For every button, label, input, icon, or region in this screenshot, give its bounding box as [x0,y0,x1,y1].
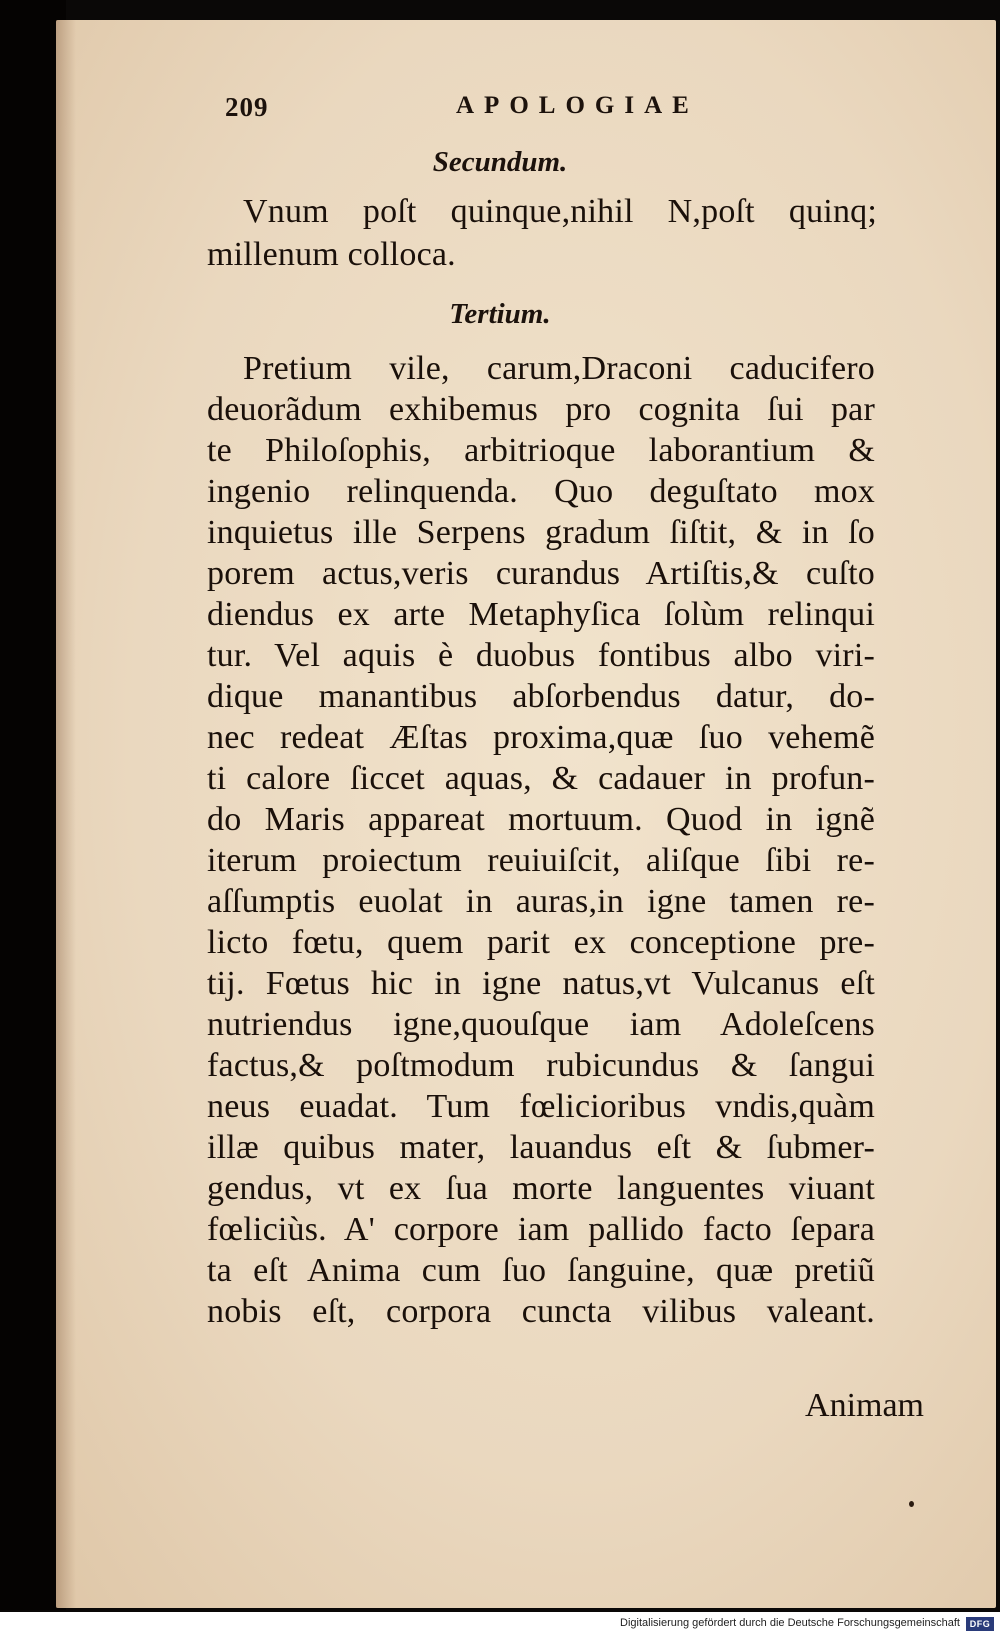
text-line: ti calore ſiccet aquas, & cadauer in profun- [207,760,875,797]
dfg-logo: DFG [966,1617,994,1631]
text-line: dique manantibus abſorbendus datur, do- [207,678,875,715]
text-line: tur. Vel aquis è duobus fontibus albo viri- [207,637,875,674]
catchword: Animam [805,1387,924,1424]
text-line: ingenio relinquenda. Quo deguſtato mox [207,473,875,510]
text-line: nobis eſt, corpora cuncta vilibus valeant. [207,1293,875,1330]
page-number: 209 [225,92,269,122]
footer-credit: Digitalisierung gefördert durch die Deutsche Forschungsgemeinschaft [620,1617,960,1629]
section-heading-tertium: Tertium. [449,298,551,330]
text-line: deuorãdum exhibemus pro cognita ſui par [207,391,875,428]
text-line: millenum colloca. [207,236,456,273]
text-line: nutriendus igne,quouſque iam Adoleſcens [207,1006,875,1043]
text-line: factus,& poſtmodum rubicundus & ſangui [207,1047,875,1084]
text-line: fœliciùs. A' corpore iam pallido facto ſepara [207,1211,875,1248]
page-header [0,86,1000,126]
text-line: Vnum poſt quinque,nihil N,poſt quinq; [243,193,877,230]
text-line: porem actus,veris curandus Artiſtis,& cuſto [207,555,875,592]
text-line: aſſumptis euolat in auras,in igne tamen re- [207,883,875,920]
text-line: iterum proiectum reuiuiſcit, aliſque ſibi re- [207,842,875,879]
text-line: Pretium vile, carum,Draconi caducifero [243,350,875,387]
text-line: neus euadat. Tum fœlicioribus vndis,quàm [207,1088,875,1125]
ink-speck [909,1501,914,1507]
section-heading-secundum: Secundum. [432,146,568,178]
text-line: te Philoſophis, arbitrioque laborantium & [207,432,875,469]
text-line: tij. Fœtus hic in igne natus,vt Vulcanus eſt [207,965,875,1002]
text-line: diendus ex arte Metaphyſica ſolùm relinqui [207,596,875,633]
text-line: nec redeat Æſtas proxima,quæ ſuo vehemẽ [207,719,875,756]
text-line: inquietus ille Serpens gradum ſiſtit, & in ſo [207,514,875,551]
text-line: licto fœtu, quem parit ex conceptione pre- [207,924,875,961]
text-line: do Maris appareat mortuum. Quod in ignẽ [207,801,875,838]
text-line: ta eſt Anima cum ſuo ſanguine, quæ pretiũ [207,1252,875,1289]
running-head: APOLOGIAE [456,92,699,119]
text-line: illæ quibus mater, lauandus eſt & ſubmer- [207,1129,875,1166]
digitization-footer [0,1612,1000,1637]
page-gutter-shadow [56,20,76,1608]
text-line: gendus, vt ex ſua morte languentes viuant [207,1170,875,1207]
